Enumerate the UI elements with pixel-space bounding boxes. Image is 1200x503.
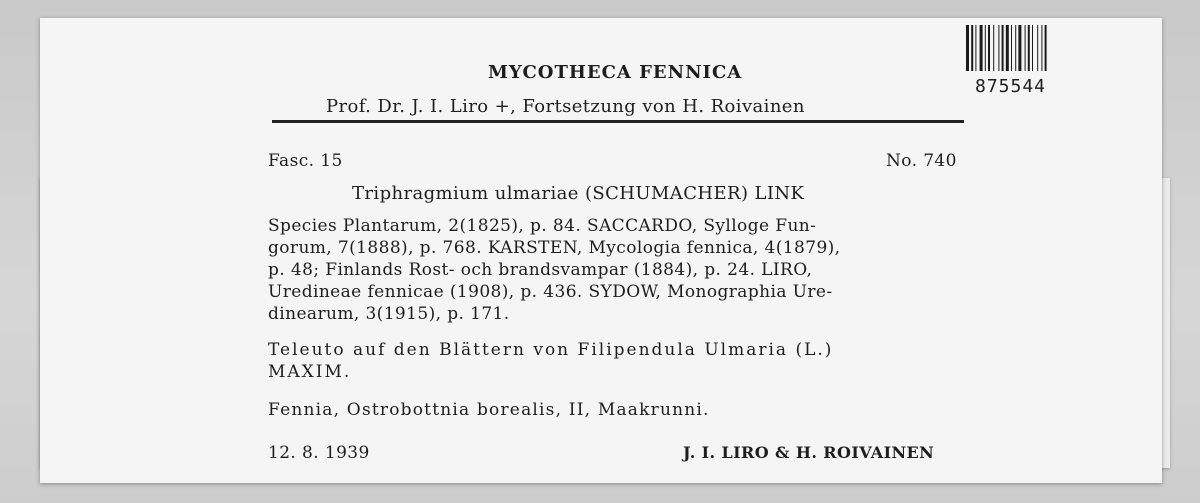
- collection-date: 12. 8. 1939: [268, 443, 370, 463]
- reference-line: Uredineae fennicae (1908), p. 436. SYDOW, Monographia Ure-: [268, 282, 833, 302]
- fascicle-number: Fasc. 15: [268, 151, 343, 171]
- label-title: MYCOTHECA FENNICA: [488, 62, 743, 83]
- barcode-number: 875544: [975, 76, 1047, 97]
- specimen-number: No. 740: [886, 151, 957, 171]
- species-name: Triphragmium ulmariae (SCHUMACHER) LINK: [352, 183, 805, 204]
- reference-line: p. 48; Finlands Rost- och brandsvampar (1884), p. 24. LIRO,: [268, 260, 813, 280]
- barcode: [965, 23, 1087, 73]
- label-subtitle: Prof. Dr. J. I. Liro +, Fortsetzung von H. Roivainen: [326, 96, 805, 117]
- reference-line: gorum, 7(1888), p. 768. KARSTEN, Mycologia fennica, 4(1879),: [268, 238, 841, 258]
- host-line: MAXIM.: [268, 362, 352, 382]
- locality: Fennia, Ostrobottnia borealis, II, Maakrunni.: [268, 400, 710, 420]
- collectors: J. I. LIRO & H. ROIVAINEN: [683, 443, 935, 462]
- specimen-label: [40, 18, 1162, 483]
- title-rule: [272, 120, 964, 123]
- reference-line: Species Plantarum, 2(1825), p. 84. SACCARDO, Sylloge Fun-: [268, 216, 817, 236]
- reference-line: dinearum, 3(1915), p. 171.: [268, 304, 510, 324]
- host-line: Teleuto auf den Blättern von Filipendula Ulmaria (L.): [268, 340, 834, 360]
